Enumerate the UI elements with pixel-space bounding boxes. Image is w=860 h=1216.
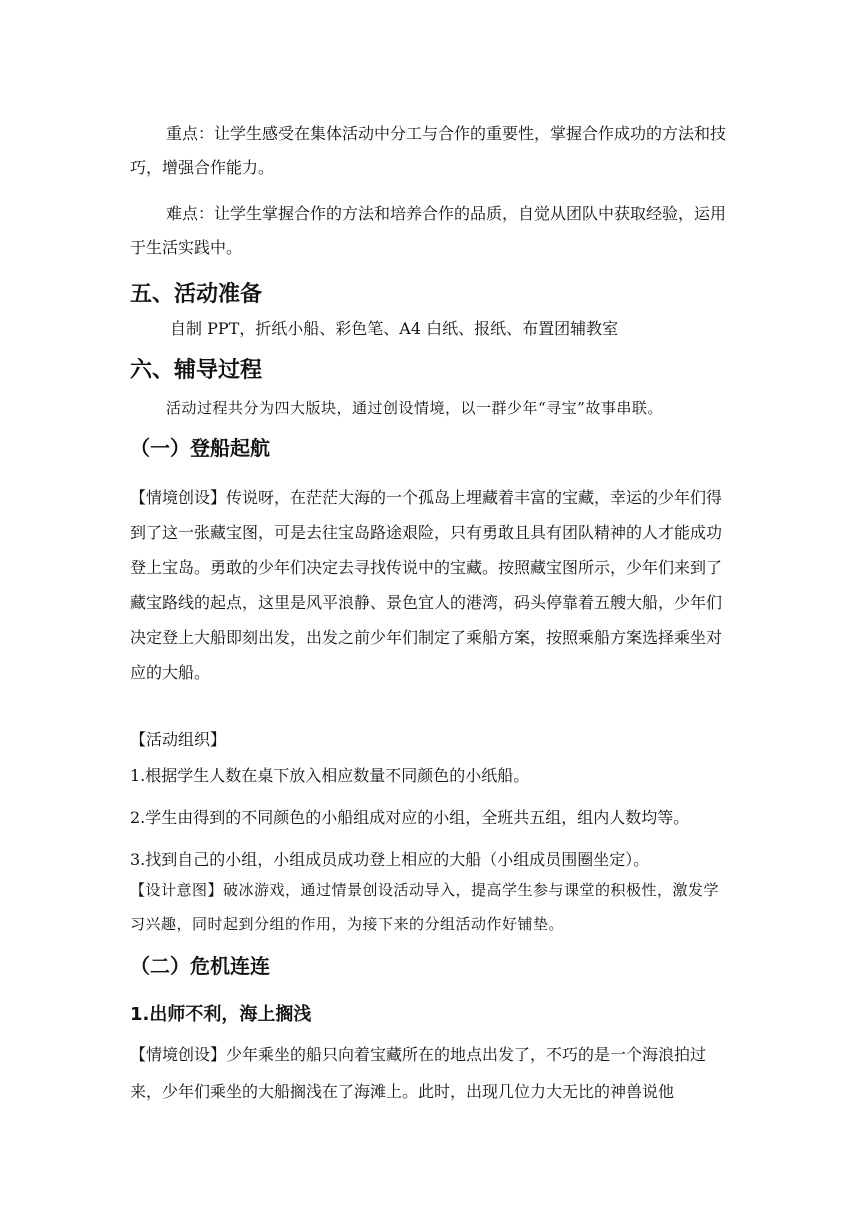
design-intent: 【设计意图】破冰游戏，通过情景创设活动导入，提高学生参与课堂的积极性，激发学习兴趣，同时起到分组的作用，为接下来的分组活动作好铺垫。 xyxy=(130,881,720,933)
boarding-scenario: 【情境创设】传说呀，在茫茫大海的一个孤岛上埋藏着丰富的宝藏，幸运的少年们得到了这一张藏宝图，可是去往宝岛路途艰险，只有勇敢且具有团队精神的人才能成功登上宝岛。勇敢的少年们决定去寻找传说中的宝藏。按照藏宝图所示，少年们来到了藏宝路线的起点，这里是风平浪静、景色宜人的港湾，码头停靠着五艘大船，少年们决定登上大船即刻出发，出发之前少年们制定了乘船方案，按照乘船方案选择乘坐对应的大船。 xyxy=(130,488,723,682)
part-heading-crisis: （二）危机连连 xyxy=(130,954,270,978)
part-heading-boarding: （一）登船起航 xyxy=(130,436,270,460)
section-heading-preparation: 五、活动准备 xyxy=(130,282,263,307)
section-heading-process: 六、辅导过程 xyxy=(130,358,263,383)
list-item: 1.根据学生人数在桌下放入相应数量不同颜色的小纸船。 xyxy=(130,766,530,785)
organization-label: 【活动组织】 xyxy=(130,730,227,749)
preparation-text: 自制 PPT，折纸小船、彩色笔、A4 白纸、报纸、布置团辅教室 xyxy=(170,319,619,338)
process-intro: 活动过程共分为四大版块，通过创设情境，以一群少年“寻宝”故事串联。 xyxy=(166,399,663,417)
key-point-paragraph: 重点：让学生感受在集体活动中分工与合作的重要性，掌握合作成功的方法和技巧，增强合作能力。 xyxy=(130,124,727,177)
sub-heading-stranded: 1.出师不利，海上搁浅 xyxy=(130,1004,312,1025)
list-item: 3.找到自己的小组，小组成员成功登上相应的大船（小组成员围圈坐定）。 xyxy=(130,850,650,869)
stranded-scenario: 【情境创设】少年乘坐的船只向着宝藏所在的地点出发了，不巧的是一个海浪拍过来，少年们乘坐的大船搁浅在了海滩上。此时，出现几位力大无比的神兽说他 xyxy=(130,1045,707,1101)
difficult-point-paragraph: 难点：让学生掌握合作的方法和培养合作的品质，自觉从团队中获取经验，运用于生活实践中。 xyxy=(130,204,727,257)
list-item: 2.学生由得到的不同颜色的小船组成对应的小组，全班共五组，组内人数均等。 xyxy=(130,808,690,827)
